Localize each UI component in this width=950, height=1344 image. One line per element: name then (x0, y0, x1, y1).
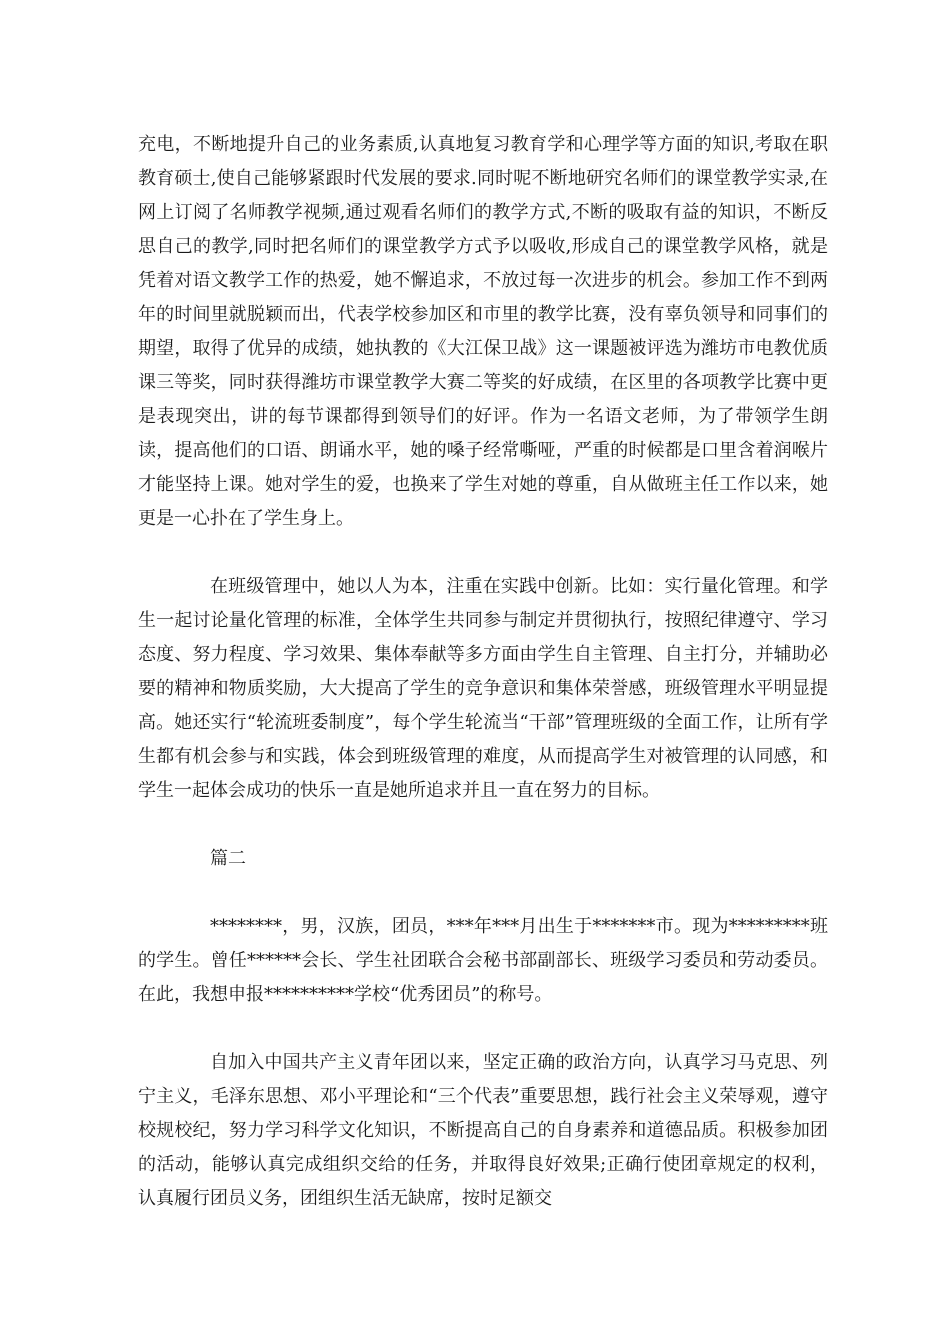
paragraph-student-intro: ********，男，汉族，团员，***年***月出生于*******市。现为*********班的学生。曾任******会长、学生社团联合会秘书部副部长、班级学习委员和劳动委员。在此，我想申报**********学校“优秀团员”的称号。 (138, 916, 828, 1005)
paragraph-league-activities: 自加入中国共产主义青年团以来，坚定正确的政治方向，认真学习马克思、列宁主义，毛泽东思想、邓小平理论和“三个代表”重要思想，践行社会主义荣辱观，遵守校规校纪，努力学习科学文化知识，不断提高自己的自身素养和道德品质。积极参加团的活动，能够认真完成组织交给的任务，并取得良好效果;正确行使团章规定的权利，认真履行团员义务，团组织生活无缺席，按时足额交 (138, 1052, 828, 1209)
paragraph-class-management: 在班级管理中，她以人为本，注重在实践中创新。比如：实行量化管理。和学生一起讨论量化管理的标准，全体学生共同参与制定并贯彻执行，按照纪律遵守、学习态度、努力程度、学习效果、集体奉献等多方面由学生自主管理、自主打分，并辅助必要的精神和物质奖励，大大提高了学生的竞争意识和集体荣誉感，班级管理水平明显提高。她还实行“轮流班委制度”，每个学生轮流当“干部”管理班级的全面工作，让所有学生都有机会参与和实践，体会到班级管理的难度，从而提高学生对被管理的认同感，和学生一起体会成功的快乐一直是她所追求并且一直在努力的目标。 (138, 576, 828, 801)
paragraph-teaching-growth: 充电，不断地提升自己的业务素质,认真地复习教育学和心理学等方面的知识,考取在职教育硕士,使自己能够紧跟时代发展的要求.同时呢不断地研究名师们的课堂教学实录,在网上订阅了名师教学视频,通过观看名师们的教学方式,不断的吸取有益的知识，不断反思自己的教学,同时把名师们的课堂教学方式予以吸收,形成自己的课堂教学风格，就是凭着对语文教学工作的热爱，她不懈追求，不放过每一次进步的机会。参加工作不到两年的时间里就脱颖而出，代表学校参加区和市里的教学比赛，没有辜负领导和同事们的期望，取得了优异的成绩，她执教的《大江保卫战》这一课题被评选为潍坊市电教优质课三等奖，同时获得潍坊市课堂教学大赛二等奖的好成绩，在区里的各项教学比赛中更是表现突出，讲的每节课都得到领导们的好评。作为一名语文老师，为了带领学生朗读，提高他们的口语、朗诵水平，她的嗓子经常嘶哑，严重的时候都是口里含着润喉片才能坚持上课。她对学生的爱，也换来了学生对她的尊重，自从做班主任工作以来，她更是一心扑在了学生身上。 (138, 134, 828, 529)
document-page (138, 128, 828, 1250)
section-heading: 篇二 (210, 848, 246, 869)
